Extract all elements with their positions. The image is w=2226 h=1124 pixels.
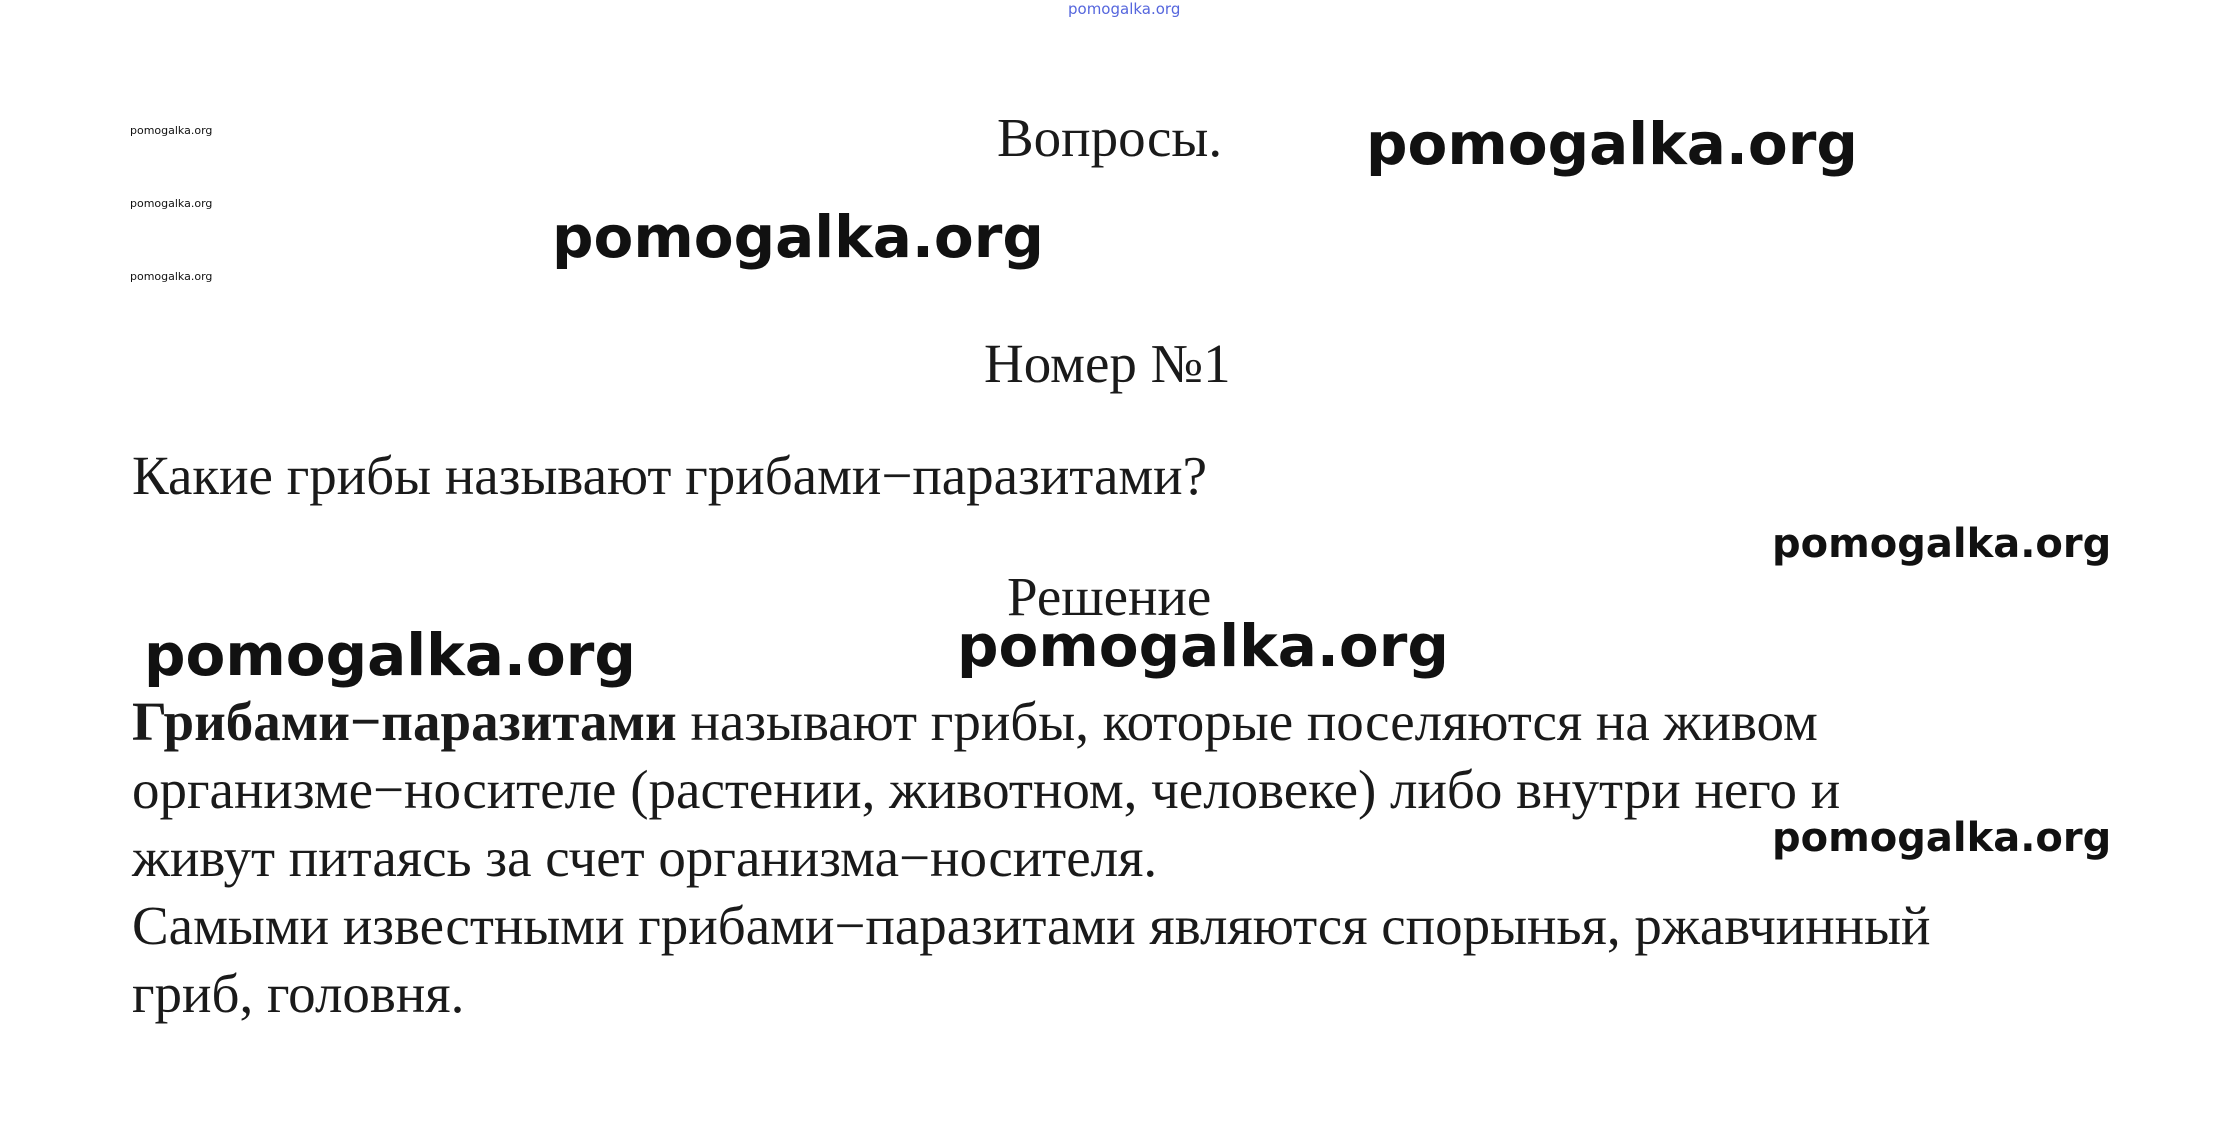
answer-line1-rest: называют грибы, которые поселяются на живом — [676, 691, 1818, 752]
answer-term: Грибами−паразитами — [132, 691, 677, 752]
watermark-large: pomogalka.org — [957, 612, 1449, 680]
answer-line — [132, 688, 2132, 756]
answer-line: организме−носителе (растении, животном, человеке) либо внутри него и — [132, 759, 1841, 820]
watermark-large: pomogalka.org — [552, 203, 1044, 271]
watermark-medium: pomogalka.org — [1772, 521, 2112, 567]
number-title: Номер №1 — [984, 333, 1231, 394]
answer-line: Самыми известными грибами−паразитами являются спорынья, ржавчинный — [132, 895, 1931, 956]
watermark-top: pomogalka.org — [1068, 0, 1181, 18]
section-title: Вопросы. — [997, 107, 1223, 168]
watermark-large: pomogalka.org — [1366, 110, 1858, 178]
watermark-tiny: pomogalka.org — [130, 197, 213, 210]
question-text: Какие грибы называют грибами−паразитами? — [132, 445, 1208, 506]
watermark-tiny: pomogalka.org — [130, 124, 213, 137]
watermark-large: pomogalka.org — [144, 621, 636, 689]
watermark-tiny: pomogalka.org — [130, 270, 213, 283]
watermark-medium: pomogalka.org — [1772, 815, 2112, 861]
answer-line: гриб, головня. — [132, 963, 465, 1024]
answer-line: живут питаясь за счет организма−носителя. — [132, 827, 1158, 888]
solution-title: Решение — [1007, 566, 1212, 627]
